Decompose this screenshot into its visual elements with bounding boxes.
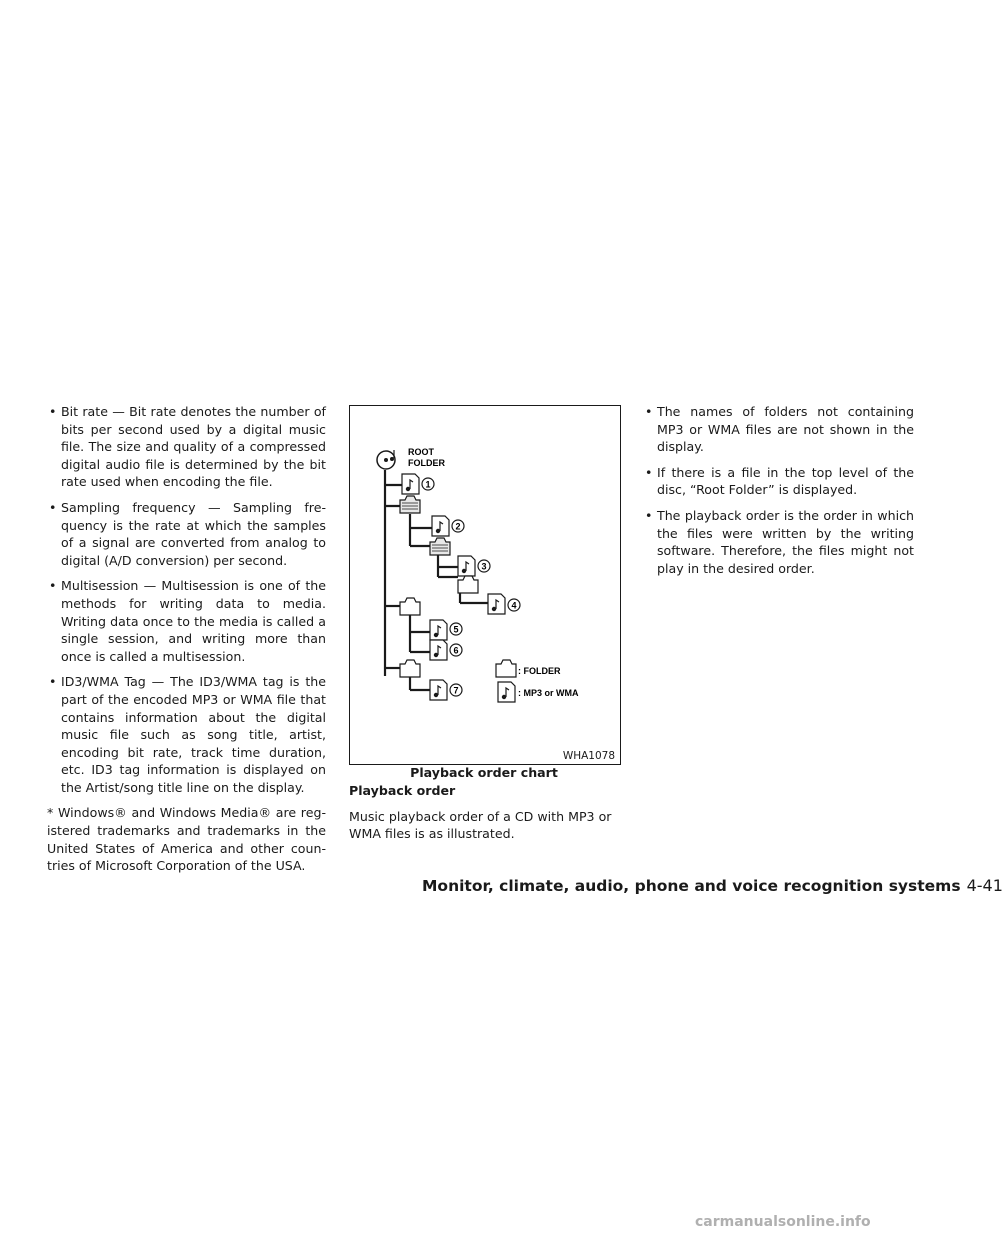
file-number-1 [422,478,434,490]
folder-icon [400,496,420,513]
file-number-3 [478,560,490,572]
svg-text:7: 7 [453,685,459,696]
music-file-icon [430,620,447,640]
bullet-text: Sampling frequency — Sampling frequency is the rate at which the samples of a signal are converted from analog to digital (A/D conversion) per second. [61,499,326,568]
music-file-icon [488,594,505,614]
svg-text:5: 5 [453,624,459,635]
section-text: Music playback order of a CD with MP3 or WMA files is as illustrated. [349,808,612,842]
legend-file-icon [498,682,515,702]
svg-text:6: 6 [453,645,459,656]
bullet-root-folder [643,464,914,499]
folder-icon [400,660,420,677]
legend-folder-label: : FOLDER [518,666,561,676]
file-number-7 [450,684,462,696]
page-number: 4-41 [966,876,1003,895]
bullet-symbol: • [49,404,57,419]
legend-folder-icon [496,660,516,677]
bullet-symbol: • [49,578,57,594]
svg-text:3: 3 [481,561,487,572]
bullet-sampling-frequency [47,499,326,569]
bullet-multisession [47,577,326,665]
file-number-4 [508,599,520,611]
bullet-text: The names of folders not containing MP3 or WMA files are not shown in the display. [657,404,914,455]
svg-text:1: 1 [425,479,431,490]
playback-order-diagram [350,406,620,764]
folder-icon [400,598,420,615]
bullet-symbol: • [645,464,653,480]
section-heading: Playback order [349,783,456,798]
bullet-playback-order [643,507,914,577]
bullet-text: Bit rate — Bit rate denotes the number of bits per second used by a digital music file. The size and quality of a compressed digital audio file is determined by the bit rate used when encoding the file. [61,404,326,490]
figure-caption: Playback order chart [410,765,558,780]
bullet-symbol: • [645,404,653,419]
bullet-text: Multisession — Multisession is one of the methods for writing data to media. Writing data once to the media is called a single session, and writing more than once is called a multisession. [61,578,326,664]
music-file-icon [430,640,447,660]
music-file-icon [432,516,449,536]
left-column [47,403,326,875]
bullet-id3-wma-tag [47,673,326,796]
root-label-line1: ROOT [408,447,434,457]
bullet-bit-rate [47,403,326,491]
bullet-symbol: • [49,674,57,690]
svg-text:2: 2 [455,521,461,532]
bullet-text: If there is a file in the top level of the disc, “Root Folder” is displayed. [657,464,914,498]
figure-code: WHA1078 [562,750,615,762]
page-footer [422,876,1003,895]
playback-order-figure [349,405,621,765]
bullet-text: ID3/WMA Tag — The ID3/WMA tag is the part of the encoded MP3 or WMA file that contains information about the digital music file such as song title, artist, encoding bit rate, track time duration, etc. ID3 tag information is displayed on the Artist/song title line on the display. [61,674,326,795]
bullet-symbol: • [49,499,57,515]
music-file-icon [458,556,475,576]
bullet-text: The playback order is the order in which the files were written by the writing software. Therefore, the files might not play in the desired order. [657,507,914,576]
playback-order-section [349,782,621,843]
folder-icon [458,576,478,593]
trademark-footnote: * Windows® and Windows Media® are registered trademarks and trademarks in the United States of America and other countries of Microsoft Corporation of the USA. [47,805,326,874]
footer-section-title: Monitor, climate, audio, phone and voice recognition systems [422,877,961,895]
file-number-5 [450,623,462,635]
legend-file-label: : MP3 or WMA [518,688,579,698]
right-column [643,403,914,585]
root-label-line2: FOLDER [408,458,445,468]
watermark: carmanualsonline.info [695,1214,871,1230]
file-number-2 [452,520,464,532]
folder-icon [430,538,450,555]
file-number-6 [450,644,462,656]
cd-root-icon [377,450,395,469]
music-file-icon [402,474,419,494]
bullet-folder-names [643,403,914,456]
music-file-icon [430,680,447,700]
svg-text:4: 4 [511,600,517,611]
bullet-symbol: • [645,507,653,523]
